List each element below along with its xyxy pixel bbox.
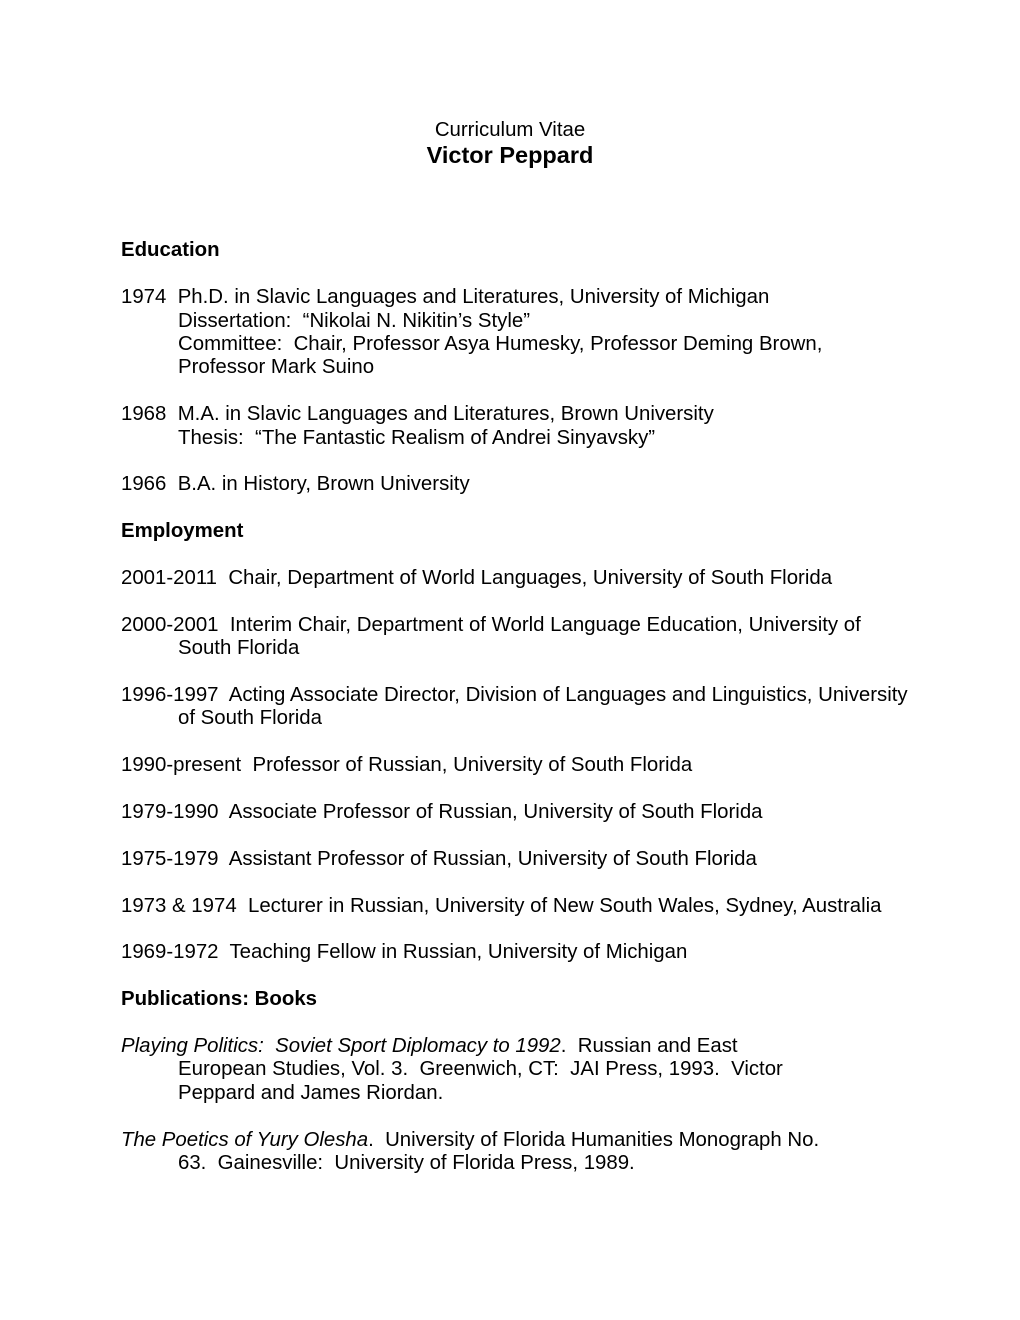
text-segment: Dissertation: “Nikolai N. Nikitin’s Style”	[178, 309, 531, 332]
text-segment: 1996-1997 Acting Associate Director, Division of Languages and Linguistics, University	[121, 684, 908, 707]
entry-line	[121, 567, 970, 590]
entry-line	[121, 637, 970, 660]
entry-line	[121, 1129, 970, 1152]
text-segment: Peppard and James Riordan.	[178, 1081, 444, 1104]
person-name: Victor Peppard	[426, 142, 594, 169]
entry-line	[121, 801, 970, 824]
text-segment: Professor Mark Suino	[178, 356, 375, 379]
text-segment: 1969-1972 Teaching Fellow in Russian, University of Michigan	[121, 941, 688, 964]
cv-entry	[121, 567, 970, 590]
entry-line	[121, 1058, 970, 1081]
text-segment: South Florida	[178, 637, 300, 660]
entry-line	[121, 754, 970, 777]
text-segment: Committee: Chair, Professor Asya Humesky, Professor Deming Brown,	[178, 333, 823, 356]
entry-line	[121, 941, 970, 964]
work-title-italic-segment: Playing Politics: Soviet Sport Diplomacy to 1992	[121, 1035, 561, 1057]
text-segment: Thesis: “The Fantastic Realism of Andrei Sinyavsky”	[178, 426, 656, 449]
text-segment: 2000-2001 Interim Chair, Department of World Language Education, University of	[121, 613, 861, 636]
entry-line	[121, 614, 970, 637]
cv-entry	[121, 801, 970, 824]
entry-line	[121, 473, 970, 496]
text-segment: 1973 & 1974 Lecturer in Russian, University of New South Wales, Sydney, Australia	[121, 894, 882, 917]
section-heading-publications-books: Publications: Books	[121, 988, 318, 1011]
entry-line	[121, 286, 970, 309]
entry-line	[121, 1152, 970, 1175]
entry-line	[121, 1082, 970, 1105]
cv-entry	[121, 1035, 970, 1105]
text-segment: 1979-1990 Associate Professor of Russian, University of South Florida	[121, 801, 763, 824]
cv-entry	[121, 895, 970, 918]
document-type-title: Curriculum Vitae	[434, 119, 586, 141]
text-segment: European Studies, Vol. 3. Greenwich, CT: JAI Press, 1993. Victor	[178, 1058, 783, 1081]
cv-entry	[121, 941, 970, 964]
cv-entry	[121, 403, 970, 450]
entry-line	[121, 684, 970, 707]
section-heading-employment: Employment	[121, 520, 244, 543]
text-segment: 2001-2011 Chair, Department of World Languages, University of South Florida	[121, 567, 833, 590]
entry-line	[121, 333, 970, 356]
text-segment: 1968 M.A. in Slavic Languages and Literatures, Brown University	[121, 403, 714, 426]
text-segment: of South Florida	[178, 707, 322, 730]
text-segment: 1975-1979 Assistant Professor of Russian, University of South Florida	[121, 847, 757, 870]
entry-line	[121, 403, 970, 426]
text-segment: . Russian and East	[560, 1035, 738, 1057]
text-segment: 1974 Ph.D. in Slavic Languages and Literatures, University of Michigan	[121, 286, 770, 309]
section-heading-education: Education	[121, 239, 220, 262]
text-segment: 63. Gainesville: University of Florida Press, 1989.	[178, 1152, 635, 1175]
entry-line	[121, 1035, 970, 1058]
entry-line	[121, 310, 970, 333]
text-segment: 1990-present Professor of Russian, University of South Florida	[121, 754, 693, 777]
text-segment: . University of Florida Humanities Monograph No.	[368, 1128, 820, 1151]
cv-entry	[121, 1129, 970, 1176]
entry-line	[121, 356, 970, 379]
cv-entry	[121, 473, 970, 496]
cv-entry	[121, 754, 970, 777]
entry-line	[121, 848, 970, 871]
entry-line	[121, 427, 970, 450]
document-header	[0, 0, 1020, 169]
cv-entry	[121, 684, 970, 731]
entry-line	[121, 707, 970, 730]
text-segment: 1966 B.A. in History, Brown University	[121, 473, 470, 496]
cv-entry	[121, 614, 970, 661]
document-body	[0, 169, 1020, 1175]
cv-entry	[121, 286, 970, 380]
entry-line	[121, 895, 970, 918]
work-title-italic-segment: The Poetics of Yury Olesha	[121, 1128, 369, 1151]
cv-entry	[121, 848, 970, 871]
